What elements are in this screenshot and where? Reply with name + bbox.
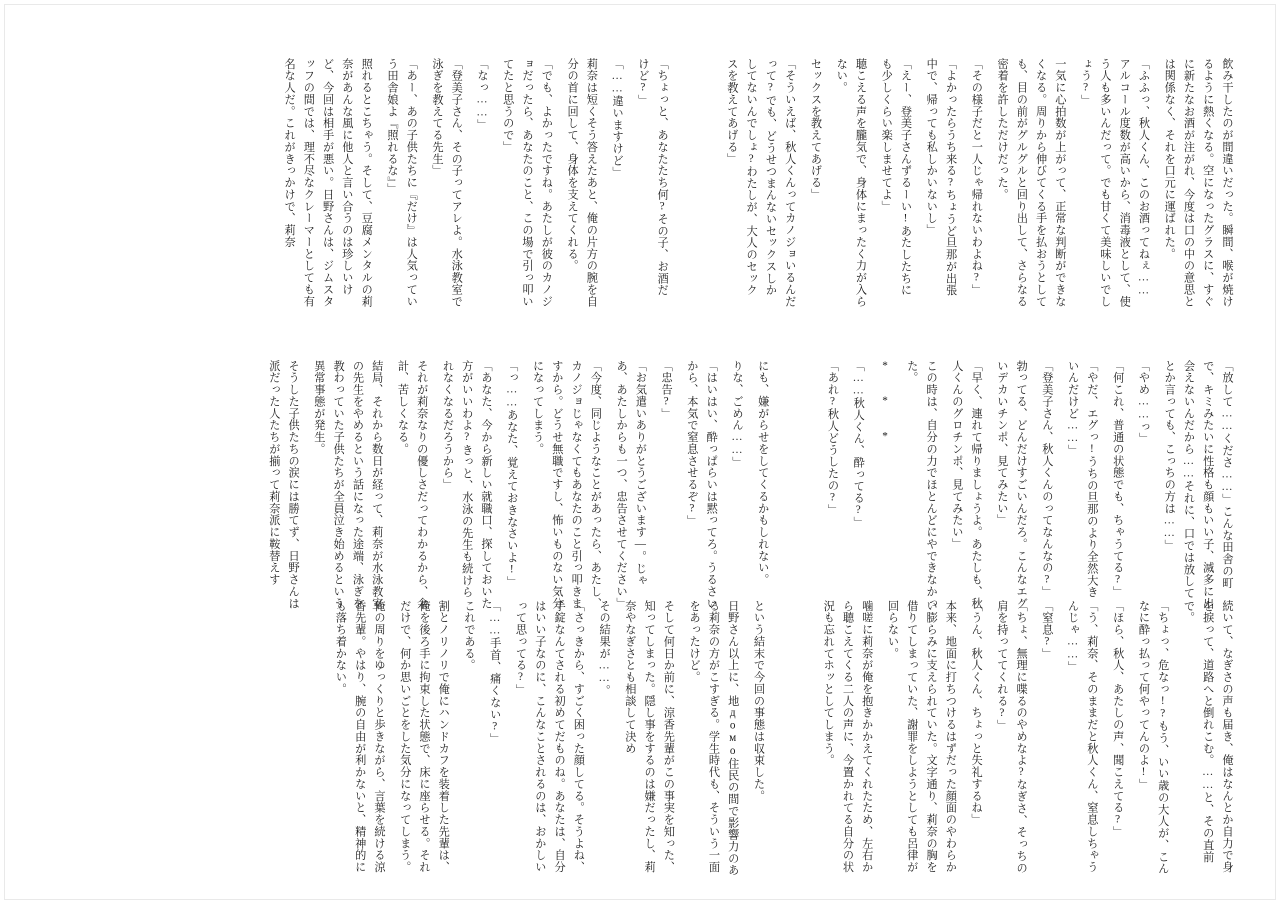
text-band-middle: [0, 360, 1280, 610]
vertical-text-column: 「ちょ、無理に喋るのやめなよ?なぎさ、そっちの肩を持っててくれる?」: [995, 600, 1028, 874]
vertical-text-column: 飲み干したのが間違いだった。瞬間、喉が焼けるように熱くなる。空になったグラスに、すぐに新たなお酒が注がれ、今度は口の中の意思とは関係なく、それを口元に運ばれた。: [1163, 58, 1233, 308]
vertical-text-column: 「……秋人くん、酔ってる?」: [852, 360, 865, 529]
vertical-text-column: という結末で今回の事態は収束した。: [752, 600, 765, 802]
vertical-text-column: 続いて、なぎさの声も届き、俺はなんとか自力で身を捩って、道路へと倒れこむ。……と、その直前で。: [1182, 600, 1233, 874]
vertical-text-column: 「放して……くださ……」こんな田舎の町で、キミみたいに性格も顔もいい子、滅多に出会えないんだから……それに、口では放してとか言っても、こっちの方は……」: [1163, 360, 1233, 610]
vertical-text-column: この時は、自分の力でほとんどにやできなかった。: [905, 360, 938, 610]
vertical-text-column: 日野さん以上に、地домо住民の間で影響力のある莉奈の方がこすぎる。学生時代も、そういう一面をあったけど。: [688, 600, 739, 877]
vertical-text-column: 俺の周りをゆっくりと歩きながら、言葉を続ける涼香先輩。やはり、腕の自由が利かないと、精神的にも落ち着かない。: [334, 600, 385, 874]
vertical-text-column: 「でも、よかったですね。あたしが彼のカノジョだったら、あなたのこと、この場で引っ叩いてたと思うので」: [501, 58, 553, 308]
vertical-text-column: 「っ……あなた、覚えておきなさいよ!」: [505, 360, 518, 588]
vertical-text-column: 「……違いますけど」: [611, 58, 624, 179]
vertical-text-column: 「そういえば、秋人くんってカノジョいるんだって?でも、どうせつまんないセックスしかしてないんでしょ?わたしが、大人のセックスを教えてあげる」: [725, 58, 796, 308]
vertical-text-column: 「ほら、秋人、あたしの声、聞こえてる?」: [1111, 600, 1124, 839]
vertical-text-column: 「今度、同じようなことがあったら、あたし、カノジョじゃなくてもあなたのこと引っ叩きますから。どうせ無職ですし、怖いものない気分になってしまう。: [531, 360, 602, 610]
text-band-top: [0, 58, 1280, 308]
vertical-text-column: 「よかったらうち来る?ちょうど旦那が出張中で、帰っても私しかいないし」: [925, 58, 957, 297]
vertical-text-column: 勃ってる、どんだけすごいんだろ。こんなエグいデカいチンポ、見てみたい」: [995, 360, 1028, 610]
vertical-text-column: 「窒息?」: [1040, 600, 1053, 661]
vertical-text-column: 本来、地面に打ちつけるはずだった顔面のやわらかい膨らみに支えられていた。文字通り、莉奈の胸を借りてしまっていた、謝罪をしようとしても呂律が回らない。: [886, 600, 957, 874]
vertical-text-column: そして何日か前に、涼香先輩がこの事実を知った、知ってしまった。隠し事をするのは嫌だったし、莉奈やなぎさとも相談して決め: [623, 600, 675, 874]
vertical-text-column: 「ちょっと、あなたたち何?その子、お酒だけど?」: [636, 58, 669, 297]
vertical-text-column: これである。: [463, 600, 475, 672]
vertical-text-column: 「あれ?秋人どうしたの?」: [826, 360, 839, 516]
vertical-text-column: 結局、それから数日が経って、莉奈が水泳教室の先生をやめるという話になった途端、泳ぎを教わっていた子供たちが全員泣き始めるという異常事態が発生。: [312, 360, 383, 610]
vertical-text-column: 「あー、あの子供たちに『だけ』は人気っていう田舎娘よ『照れるな』」: [385, 58, 418, 308]
vertical-text-column: 「何これ、普通の状態でも、ちゃうてる?」: [1111, 360, 1124, 599]
vertical-text-column: 「えー、登美子さんずるーい!あたしたちにも少しくらい楽しませてよ」: [880, 58, 912, 297]
vertical-text-column: 「ちょっ、危なっ!?もう、いい歳の大人が、こんなに酔っ払って何やってんのよ!」: [1137, 600, 1169, 875]
vertical-text-column: セックスを教えてあげる」: [809, 58, 822, 201]
vertical-text-column: 「その様子だと一人じゃ帰れないわよね?」: [970, 58, 983, 297]
vertical-text-column: 一気に心拍数が上がって、正常な判断ができなくなる。周りから伸びてくる手を払おうとしても、目の前がグルグルと回り出して、さらなる密着を許しただけだった。: [996, 58, 1066, 308]
scene-break-marker: * * *: [879, 360, 892, 448]
vertical-text-column: 「あなた、今から新しい就職口、探しておいた方がいいわよ?きっと、水泳の先生も続けられなくなるだろうから」: [441, 360, 493, 610]
vertical-text-column: 「うん、秋人くん、ちょっと失礼するね」: [970, 600, 983, 826]
vertical-text-column: にも、嫌がらせをしてくるかもしれない。: [756, 360, 769, 586]
vertical-text-column: 照れるとこちゃう。そして、豆腐メンタルの莉奈があんな風に他人と言い合うのは珍しいけど、今回は相手が悪い。日野さんは、ジムスタッフの間では、理不尽なクレーマーとしても有名な人だ。これがきっかけで、莉奈: [283, 58, 373, 308]
vertical-text-column: その結果が……。: [598, 600, 611, 697]
vertical-text-column: 聴こえる声を朧気で、身体にまったく力が入らない。: [835, 58, 867, 308]
vertical-text-column: 「さっきから、すごく困った顔してる。そうよね、手錠なんてされる初めてだものね。あなたは、自分はいい子なのに、こんなことされるのは、おかしいって思ってる?」: [514, 600, 585, 874]
vertical-text-column: 「忠告?」: [660, 360, 673, 421]
vertical-text-column: 「やめ……っ」: [1137, 360, 1150, 445]
vertical-text-column: 割とノリノリで俺にハンドカフを装着した先輩は、俺を後ろ手に拘束した状態で、床に座らせる。それだけで、何か思いごとをした気分になってしまう。: [398, 600, 450, 874]
vertical-text-column: 「お気遣いありがとうございます―。じゃあ、あたしからも一つ、忠告させてください」: [615, 360, 647, 610]
text-band-bottom: [0, 600, 1280, 880]
vertical-text-column: それが莉奈なりの優しさだってわかるから、余計、苦しくなる。: [396, 360, 428, 610]
vertical-text-column: 「やだ、エグっ!うちの旦那のより全然大きいんだけど……」: [1066, 360, 1098, 599]
vertical-text-column: りな、ごめん……」: [730, 360, 743, 469]
vertical-text-column: 莉奈は短くそう答えたあと、俺の片方の腕を自分の首に回して、身体を支えてくれる。: [566, 58, 598, 308]
vertical-text-column: 噛嗟に莉奈が俺を抱きかかえてくれたため、左右から聴こえてくる二人の声に、今置かれてる自分の状況も忘れてホッとしてしまう。: [822, 600, 873, 874]
vertical-text-column: 「ふふっ、秋人くん、このお酒ってねぇ……アルコール度数が高いから、消毒液として、使う人も多いんだって。でも甘くて美味しいでしょう?」: [1079, 58, 1150, 308]
vertical-text-column: そうした子供たちの涙には勝てず、日野さんは派だった人たちが揃って莉奈派に鞍替えす: [267, 360, 300, 610]
vertical-text-column: 「う、莉奈、そのままだと秋人くん、窒息しちゃうんじゃ……」: [1066, 600, 1098, 874]
vertical-text-column: 「早く、連れて帰りましょうよ。あたしも、秋人くんのグロチンポ、見てみたい」: [950, 360, 983, 610]
vertical-text-column: 「登美子さん、その子ってアレよ。水泳教室で泳ぎを教えてる先生」: [430, 58, 463, 308]
vertical-text-column: 「なっ……」: [476, 58, 488, 131]
vertical-text-column: 「……手首、痛くない?」: [488, 600, 501, 745]
vertical-text-column: 「登美子さん、秋人くんのってなんなの?」: [1040, 360, 1053, 599]
vertical-text-column: 「はいはい、酔っぱらいは黙ってろ。うるさいから、本気で窒息させるぞ?」: [685, 360, 718, 610]
